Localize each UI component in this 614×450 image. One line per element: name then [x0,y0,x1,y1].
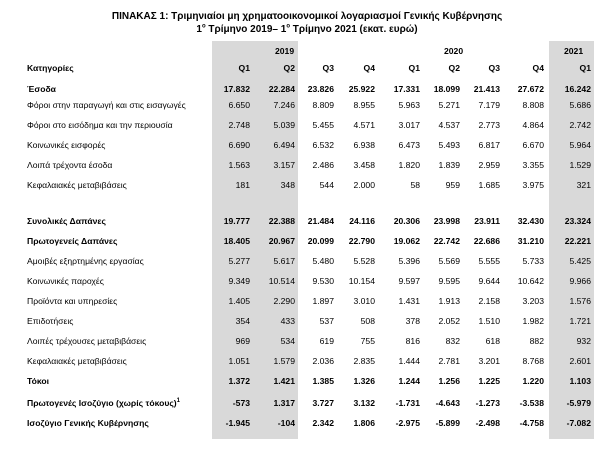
table-cell: 22.686 [473,236,500,246]
table-cell: 2.742 [569,120,591,130]
table-cell: 5.617 [273,256,295,266]
table-cell: -5.899 [435,418,460,428]
table-cell: 1.444 [398,356,420,366]
table-cell: 5.271 [438,100,460,110]
table-cell: 5.493 [438,140,460,150]
table-cell: 21.484 [307,216,334,226]
table-cell: 3.203 [522,296,544,306]
table-cell: 1.913 [438,296,460,306]
table-cell: -1.945 [225,418,250,428]
header-row [0,61,614,75]
table-cell: 1.510 [478,316,500,326]
table-cell: 3.975 [522,180,544,190]
table-cell: -3.538 [519,398,544,408]
table-row [0,82,614,96]
table-cell: -5.979 [566,398,591,408]
table-subtitle [0,24,614,36]
table-cell: 932 [576,336,591,346]
table-cell: 8.955 [353,100,375,110]
table-cell: 3.727 [312,398,334,408]
table-row [0,138,614,152]
table-cell: 6.473 [398,140,420,150]
table-cell: 537 [319,316,334,326]
table-cell: 2.486 [312,160,334,170]
quarter-header: Q3 [488,63,500,73]
table-cell: 348 [280,180,295,190]
table-row [0,234,614,248]
table-cell: 20.306 [393,216,420,226]
row-label: Συνολικές Δαπάνες [27,216,106,226]
table-title: ΠΙΝΑΚΑΣ 1: Τριμηνιαίοι μη χρηματοοικονομικοί λογαριασμοί Γενικής Κυβέρνησης [111,11,503,22]
table-row [0,374,614,388]
table-cell: 21.413 [473,84,500,94]
quarter-header: Q4 [363,63,375,73]
table-cell: -2.498 [475,418,500,428]
subtitle-part: Τρίμηνο 2021 (εκατ. ευρώ) [290,24,418,35]
table-cell: 5.528 [353,256,375,266]
row-label: Επιδοτήσεις [27,316,74,326]
table-cell: 2.959 [478,160,500,170]
table-cell: 10.154 [348,276,375,286]
table-cell: 22.742 [433,236,460,246]
table-cell: 9.595 [438,276,460,286]
table-cell: 1.563 [228,160,250,170]
table-cell: 1.820 [398,160,420,170]
table-cell: 18.405 [223,236,250,246]
table-cell: 508 [360,316,375,326]
table-row [0,396,614,410]
table-cell: 1.721 [569,316,591,326]
table-cell: 22.221 [564,236,591,246]
table-cell: 354 [235,316,250,326]
table-cell: 619 [319,336,334,346]
table-cell: 3.157 [273,160,295,170]
table-cell: 5.277 [228,256,250,266]
row-label: Κοινωνικές εισφορές [27,140,106,150]
quarter-header: Q1 [579,63,591,73]
table-cell: 1.839 [438,160,460,170]
table-cell: -1.273 [475,398,500,408]
row-label: Κεφαλαιακές μεταβιβάσεις [27,180,127,190]
table-cell: 378 [405,316,420,326]
table-cell: 1.220 [522,376,544,386]
table-cell: -2.975 [395,418,420,428]
table-row [0,118,614,132]
table-cell: 23.826 [307,84,334,94]
table-cell: 2.290 [273,296,295,306]
table-cell: 2.601 [569,356,591,366]
table-cell: 20.099 [307,236,334,246]
table-cell: 2.052 [438,316,460,326]
table-cell: -7.082 [566,418,591,428]
table-cell: 618 [485,336,500,346]
table-cell: 22.790 [348,236,375,246]
table-cell: 1.326 [353,376,375,386]
table-cell: 2.748 [228,120,250,130]
table-cell: 5.686 [569,100,591,110]
quarter-header: Q4 [532,63,544,73]
quarter-header: Q3 [322,63,334,73]
table-cell: 6.670 [522,140,544,150]
year-label-2019: 2019 [275,46,295,56]
table-cell: 882 [529,336,544,346]
subtitle-sup: ο [286,23,290,30]
table-cell: 816 [405,336,420,346]
table-cell: 1.529 [569,160,591,170]
row-label: Πρωτογενείς Δαπάνες [27,236,118,246]
table-cell: 959 [445,180,460,190]
table-row [0,274,614,288]
subtitle-part: 1 [196,24,202,35]
table-cell: -4.758 [519,418,544,428]
table-cell: 3.355 [522,160,544,170]
year-label-2021: 2021 [564,46,584,56]
table-row [0,334,614,348]
quarter-header: Q1 [408,63,420,73]
table-cell: 6.690 [228,140,250,150]
table-row [0,294,614,308]
table-cell: 1.385 [312,376,334,386]
table-cell: 1.317 [273,398,295,408]
subtitle-sup: ο [201,23,206,30]
table-cell: 18.099 [433,84,460,94]
table-cell: 2.000 [353,180,375,190]
table-cell: 3.010 [353,296,375,306]
table-cell: 19.062 [393,236,420,246]
table-cell: 9.966 [569,276,591,286]
table-cell: 5.396 [398,256,420,266]
table-cell: 5.039 [273,120,295,130]
table-cell: 1.421 [273,376,295,386]
table-cell: 24.116 [349,216,375,226]
row-label: Λοιπές τρέχουσες μεταβιβάσεις [27,336,147,346]
table-cell: 2.342 [312,418,334,428]
table-cell: 2.781 [438,356,460,366]
row-label: Αμοιβές εξηρτημένης εργασίας [27,256,144,266]
table-cell: 2.773 [478,120,500,130]
table-row [0,214,614,228]
table-cell: 5.425 [569,256,591,266]
table-cell: 5.964 [569,140,591,150]
table-cell: 1.405 [228,296,250,306]
table-cell: 1.897 [312,296,334,306]
table-cell: 2.835 [353,356,375,366]
table-cell: 5.569 [438,256,460,266]
table-cell: 6.650 [228,100,250,110]
table-cell: 20.967 [268,236,295,246]
table-row [0,178,614,192]
quarter-header: Q2 [448,63,460,73]
table-cell: 32.430 [517,216,544,226]
table-cell: 1.051 [228,356,250,366]
table-cell: 25.922 [348,84,375,94]
table-cell: 5.733 [522,256,544,266]
table-cell: 27.672 [517,84,544,94]
table-cell: 16.242 [564,84,591,94]
table-cell: 6.532 [312,140,334,150]
row-label: Τόκοι [27,376,50,386]
subtitle-part: Τρίμηνο 2019– 1 [205,24,287,35]
row-label: Πρωτογενές Ισοζύγιο (χωρίς τόκους)$^1$ [27,398,181,408]
table-cell: 181 [235,180,250,190]
table-cell: 23.324 [564,216,591,226]
table-cell: 544 [319,180,334,190]
table-cell: 8.808 [522,100,544,110]
table-cell: 4.864 [522,120,544,130]
table-cell: 22.284 [268,84,295,94]
table-cell: 3.458 [353,160,375,170]
quarter-header: Q2 [283,63,295,73]
table-row [0,314,614,328]
table-cell: 23.998 [433,216,460,226]
table-cell: 3.017 [398,120,420,130]
table-cell: 433 [280,316,295,326]
table-cell: 58 [410,180,420,190]
row-label: Φόροι στο εισόδημα και την περιουσία [27,120,173,130]
header-label: Κατηγορίες [27,63,74,73]
table-cell: 8.809 [312,100,334,110]
table-cell: 9.644 [478,276,500,286]
table-cell: 1.244 [398,376,420,386]
table-cell: 1.372 [228,376,250,386]
table-cell: -573 [232,398,250,408]
table-cell: 755 [360,336,375,346]
table-cell: 6.938 [353,140,375,150]
table-cell: 1.256 [438,376,460,386]
table-cell: 1.576 [569,296,591,306]
row-label: Έσοδα [27,84,56,94]
table-cell: 17.832 [223,84,250,94]
table-cell: 1.431 [398,296,420,306]
row-label: Ισοζύγιο Γενικής Κυβέρνησης [27,418,149,428]
table-cell: -4.643 [435,398,460,408]
table-cell: 969 [235,336,250,346]
row-label: Φόροι στην παραγωγή και στις εισαγωγές [27,100,186,110]
table-cell: 3.132 [353,398,375,408]
table-cell: 7.179 [478,100,500,110]
table-cell: 321 [576,180,591,190]
table-cell: 1.579 [273,356,295,366]
table-cell: 1.982 [522,316,544,326]
table-cell: 4.571 [353,120,375,130]
table-cell: 22.388 [268,216,295,226]
row-label: Κοινωνικές παροχές [27,276,104,286]
table-cell: 6.494 [273,140,295,150]
row-label: Λοιπά τρέχοντα έσοδα [27,160,113,170]
table-row [0,254,614,268]
row-label: Κεφαλαιακές μεταβιβάσεις [27,356,127,366]
table-cell: 5.480 [312,256,334,266]
footnote-mark: 1 [176,398,181,405]
table-cell: 534 [280,336,295,346]
table-cell: -1.731 [395,398,420,408]
table-cell: 9.349 [228,276,250,286]
year-label-2020: 2020 [444,46,464,56]
quarter-header: Q1 [238,63,250,73]
table-row [0,416,614,430]
row-label: Προϊόντα και υπηρεσίες [27,296,118,306]
table-cell: 23.911 [474,216,500,226]
table-cell: 6.817 [478,140,500,150]
table-cell: 10.642 [517,276,544,286]
table-cell: 4.537 [438,120,460,130]
table-row [0,98,614,112]
table-cell: 1.685 [478,180,500,190]
table-cell: 1.103 [569,376,591,386]
table-cell: 9.597 [398,276,420,286]
table-cell: 5.555 [478,256,500,266]
table-cell: 19.777 [223,216,250,226]
table-cell: 5.455 [312,120,334,130]
table-cell: 1.225 [478,376,500,386]
table-cell: 17.331 [393,84,420,94]
table-cell: -104 [277,418,295,428]
table-cell: 2.158 [478,296,500,306]
table-cell: 2.036 [312,356,334,366]
table-row [0,158,614,172]
table-row [0,354,614,368]
table-cell: 9.530 [312,276,334,286]
table-cell: 31.210 [517,236,544,246]
table-cell: 832 [445,336,460,346]
table-cell: 10.514 [268,276,295,286]
table-cell: 5.963 [398,100,420,110]
table-cell: 7.246 [273,100,295,110]
table-cell: 1.806 [353,418,375,428]
table-cell: 3.201 [478,356,500,366]
table-cell: 8.768 [522,356,544,366]
